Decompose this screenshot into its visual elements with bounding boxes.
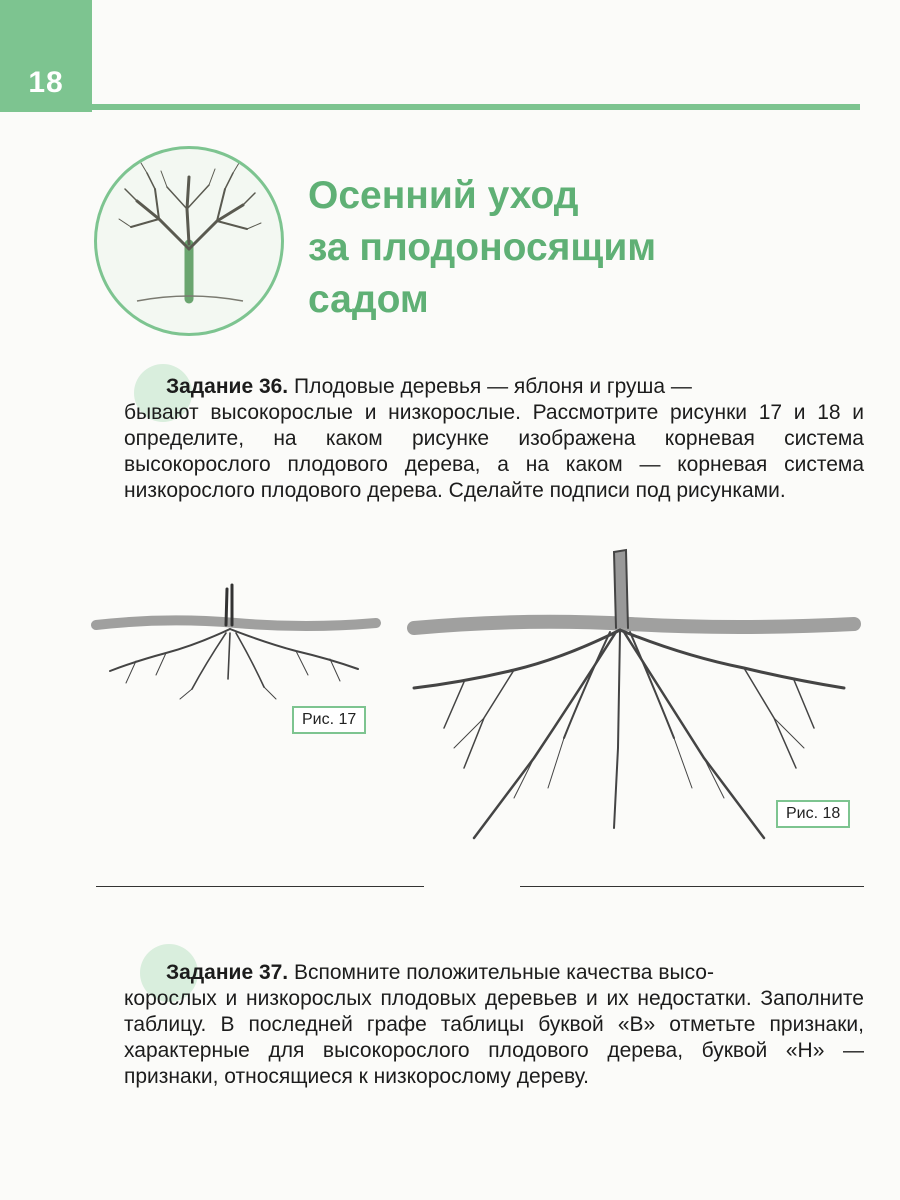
task-36-label: Задание 36. [166,375,289,398]
task-37-label: Задание 37. [166,961,289,984]
title-line: за плодоносящим [308,226,657,269]
task-36 [124,374,864,504]
answer-line-17[interactable] [96,886,424,887]
task-37-text: корослых и низкорослых плодовых деревьев и их недостатки. Заполните таблицу. В последней графе таблицы буквой «В» отметьте признаки, характерные для высокорослого плодового дерева, буквой «Н» — признаки, относящиеся к низкорослому дереву. [124,987,864,1088]
title-line: садом [308,278,429,321]
section-title [308,170,656,326]
figure-17-roots [96,575,376,705]
header-rule [92,104,860,110]
task-37-first-line [124,960,864,986]
task-36-text-first: Плодовые деревья — яблоня и груша — [294,375,692,398]
title-line: Осенний уход [308,174,579,217]
page-number: 18 [28,66,64,99]
task-37-text-first: Вспомните положительные качества высо- [294,961,714,984]
figure-18-label: Рис. 18 [776,800,850,828]
page-number-box [0,0,92,112]
task-36-text: бывают высокорослые и низкорослые. Рассмотрите рисунки 17 и 18 и определите, на каком рисунке изображена корневая система высокорослого плодового дерева, а на каком — корневая система низкорослого плодового дерева. Сделайте подписи под рисунками. [124,401,864,502]
figure-17-label: Рис. 17 [292,706,366,734]
task-36-first-line [124,374,864,400]
tree-icon [94,146,284,336]
answer-line-18[interactable] [520,886,864,887]
task-37 [124,960,864,1090]
